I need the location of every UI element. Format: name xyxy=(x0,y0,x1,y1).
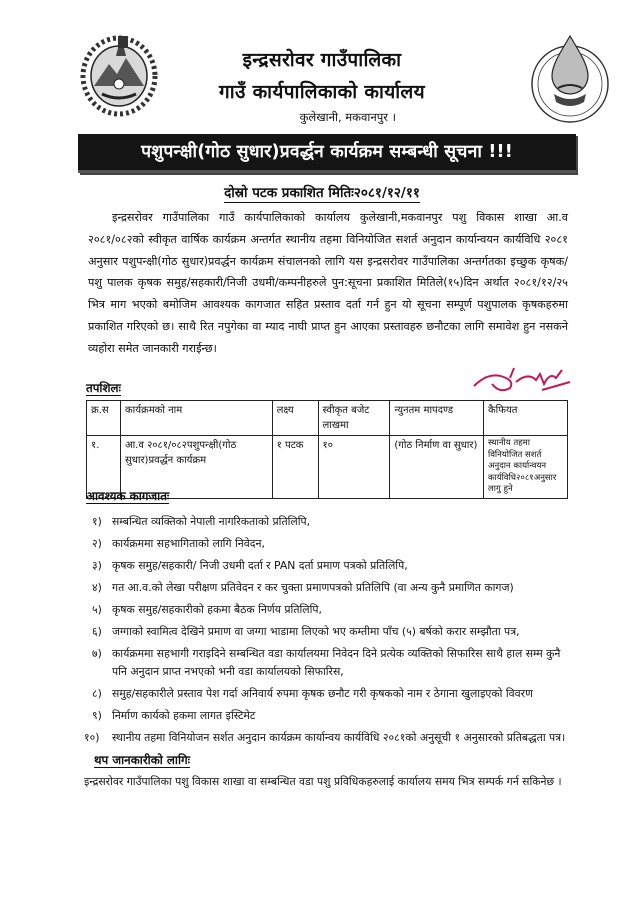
notice-banner xyxy=(78,134,576,173)
publish-date-text: दोस्रो पटक प्रकाशित मितिः२०८१/१२/११ xyxy=(224,185,420,201)
col-criteria: न्युनतम मापदण्ड xyxy=(390,401,484,436)
list-item-number: ८) xyxy=(92,687,102,700)
more-info-heading xyxy=(94,752,190,768)
cell-budget: १० xyxy=(318,436,390,499)
list-item-number: ९) xyxy=(92,709,102,722)
list-item-text: गत आ.व.को लेखा परीक्षण प्रतिवेदन र कर चुक्ता प्रमाणपत्रको प्रतिलिपि (वा अन्य कुनै प्रमाणित कागज) xyxy=(112,581,514,594)
list-item-text: जग्गाको स्वामित्व देखिने प्रमाण वा जग्गा भाडामा लिएको भए कम्तीमा पाँच (५) बर्षको करार सम्झौता पत्र, xyxy=(112,625,520,638)
list-item-text: कृषक समुह/सहकारी/ निजी उधमी दर्ता र PAN दर्ता प्रमाण पत्रको प्रतिलिपि, xyxy=(112,559,408,572)
table-header-row xyxy=(87,401,568,436)
list-item xyxy=(84,623,568,641)
list-item-number: १) xyxy=(92,515,102,528)
list-item xyxy=(84,685,568,703)
publish-date-line xyxy=(0,183,644,201)
list-item xyxy=(84,601,568,619)
list-item-text: समुह/सहकारीले प्रस्ताव पेश गर्दा अनिवार्य रुपमा कृषक छनौट गरी कृषकको नाम र ठेगाना खुलाइएको विवरण xyxy=(112,687,533,700)
signature-icon xyxy=(470,364,580,398)
list-item-text: स्थानीय तहमा विनियोजन सर्शत अनुदान कार्यक्रम कार्यान्वय कार्यविधि २०८१को अनुसूची १ अनुसारको प्रतिबद्धता पत्र। xyxy=(112,731,566,744)
list-item-number: ५) xyxy=(92,603,102,616)
col-program: कार्यक्रमको नाम xyxy=(120,401,272,436)
list-item-text: निर्माण कार्यको हकमा लागत इस्टिमेट xyxy=(112,709,256,722)
list-item-number: ४) xyxy=(92,581,102,594)
list-item-text: कृषक समुह/सहकारीको हकमा बैठक निर्णय प्रतिलिपि, xyxy=(112,603,322,616)
col-target: लक्ष्य xyxy=(272,401,318,436)
cell-criteria: (गोठ निर्माण वा सुधार) xyxy=(390,436,484,499)
municipality-logo-icon xyxy=(528,32,612,126)
list-item xyxy=(84,729,568,747)
list-item xyxy=(84,579,568,597)
cell-remarks: स्थानीय तहमा विनियोजित सशर्त अनुदान कार्यान्वयन कार्यविधि२०८१अनुसार लागु हुने xyxy=(484,436,568,499)
cell-program: आ.व २०८१/०८२पशुपन्क्षी(गोठ सुधार)प्रवर्द्धन कार्यक्रम xyxy=(120,436,272,499)
documents-heading xyxy=(86,488,169,504)
cell-target: १ पटक xyxy=(272,436,318,499)
nepal-emblem-icon xyxy=(74,28,164,118)
list-item-number: २) xyxy=(92,537,102,550)
more-info-text: इन्द्रसरोवर गाउँपालिका पशु विकास शाखा वा सम्बन्धित वडा पशु प्रविधिकहरुलाई कार्यालय समय भित्र सम्पर्क गर्न सकिनेछ । xyxy=(84,775,562,788)
list-item-text: कार्यक्रममा सहभागी गराइदिने सम्बन्धित वडा कार्यालयमा निवेदन दिने प्रत्येक व्यक्तिको सिफारिस साथै हाल सम्म कुनै पनि अनुदान प्राप्त नभएको भनी वडा कार्यालयको सिफारिस, xyxy=(112,647,561,678)
list-item-number: ३) xyxy=(92,559,102,572)
list-item-text: सम्बन्धित व्यक्तिको नेपाली नागरिकताको प्रतिलिपि, xyxy=(112,515,311,528)
notice-body-text: इन्द्रसरोवर गाउँपालिका गाउँ कार्यपालिकाको कार्यालय कुलेखानी,मकवानपुर पशु विकास शाखा आ.व २०८१/०८२को स्वीकृत वार्षिक कार्यक्रम अन्तर्गत स्थानीय तहमा विनियोजित सशर्त अनुदान कार्यान्वयन कार्यविधि २०८१ अनुसार पशुपन्क्षी(गोठ सुधार)प्रवर्द्धन कार्यक्रम संचालनको लागि यस इन्द्रसरोवर गाउँपालिका अन्तर्गतका इच्छुक कृषक/पशु पालक कृषक समुह/सहकारी/निजी उधमी/कम्पनीहरुले पुन:सूचना प्रकाशित मितिले(१५)दिन अर्थात २०८१/१२/२५ भित्र माग भएको बमोजिम आवश्यक कागजात सहित प्रस्ताव दर्ता गर्न हुन यो सूचना सम्पूर्ण पशुपालक कृषकहरुमा प्रकाशित गरिएको छ। साथै रित नपुगेका वा म्याद नाघी प्राप्त हुन आएका प्रस्तावहरु छनौटका लागि समावेश हुन नसकने व्यहोरा समेत जानकारी गराईन्छ। xyxy=(88,211,568,355)
banner-title: पशुपन्क्षी(गोठ सुधार)प्रवर्द्धन कार्यक्रम सम्बन्धी सूचना !!! xyxy=(141,142,513,162)
list-item xyxy=(84,535,568,553)
documents-list xyxy=(84,513,568,747)
col-remarks: कैफियत xyxy=(484,401,568,436)
list-item-number: १०) xyxy=(84,731,100,744)
documents-heading-text: आवश्यक कागजातः xyxy=(86,489,170,503)
list-item xyxy=(84,707,568,725)
list-item xyxy=(84,645,568,681)
list-item-text: कार्यक्रममा सहभागिताको लागि निवेदन, xyxy=(112,537,265,550)
list-item xyxy=(84,557,568,575)
details-heading xyxy=(86,380,121,396)
details-heading-text: तपशिलः xyxy=(86,381,121,395)
more-info-heading-text: थप जानकारीको लागिः xyxy=(94,753,191,767)
cell-sn: १. xyxy=(87,436,121,499)
col-sn: क्र.स xyxy=(87,401,121,436)
list-item-number: ६) xyxy=(92,625,102,638)
list-item xyxy=(84,513,568,531)
notice-body xyxy=(88,207,568,360)
program-table xyxy=(86,400,568,499)
col-budget: स्वीकृत बजेट लाखमा xyxy=(318,401,390,436)
list-item-number: ७) xyxy=(92,647,102,660)
office-address: कुलेखानी, मकवानपुर । xyxy=(299,110,396,124)
org-name: इन्द्रसरोवर गाउँपालिका xyxy=(242,49,402,71)
office-name: गाउँ कार्यपालिकाको कार्यालय xyxy=(219,81,425,103)
